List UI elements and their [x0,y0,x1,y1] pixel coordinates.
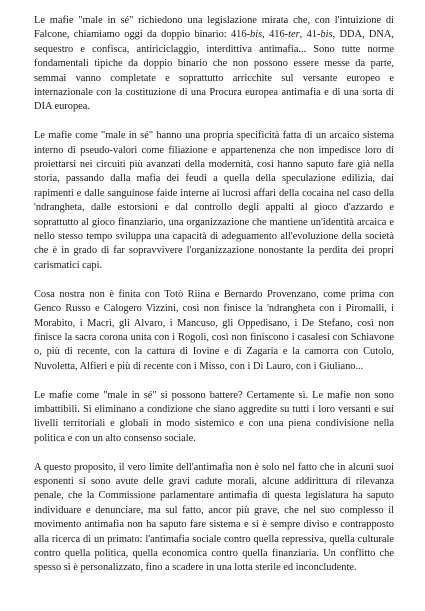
italic-term: bis [320,29,333,41]
paragraph-1: Le mafie "male in sé" richiedono una legislazione mirata che, con l'intuizione di Falcone, chiamiamo oggi da doppio binario: 416-bis, 416-ter, 41-bis, DDA, DNA, sequestro e confisca, antiriciclaggio, interdittiva antimafia... Sono tutte norme fondamentali tipiche da doppio binario che non possono essere messe da parte, semmai vanno completate e soprattutto arricchite sul versante europeo e internazionale con la costituzione di una Procura europea antimafia e di una sorta di DIA europea. [34,15,394,113]
italic-term: bis [250,29,263,41]
paragraph-4: Le mafie come "male in sé" si possono battere? Certamente sì. Le mafie non sono imbattibili. Si eliminano a condizione che siano aggredite su tutti i loro versanti e sui livelli territoriali e globali in modo sistemico e con una piena condivisione nella politica e con un alto consenso sociale. [34,389,394,444]
paragraph-3: Cosa nostra non è finita con Totò Riina e Bernardo Provenzano, come prima con Genco Russo e Calogero Vizzini, così non finisce la 'ndrangheta con i Piromalli, i Morabito, i Macrì, gli Alvaro, i Mancuso, gli Oppedisano, i De Stefano, così non finisce la sacra corona unita con i Rogoli, così non finiscono i casalesi con Schiavone o, più di recente, con la cattura di Iovine e di Zagaria e la camorra con Cutolo, Nuvoletta, Alfieri e più di recente con i Misso, con i Di Lauro, con i Giuliano... [34,288,394,372]
document-page [34,14,394,576]
paragraph-5: A questo proposito, il vero limite dell'antimafia non è solo nel fatto che in alcuni suoi esponenti si sono avute delle gravi cadute morali, alcune addirittura di rilevanza penale, che la Commissione parlamentare antimafia di questa legislatura ha saputo individuare e denunciare, ma sul fatto, ancor più grave, che nel suo complesso il movimento antimafia non ha saputo fare sistema e si è sempre diviso e contrapposto alla ricerca di un primato: l'antimafia sociale contro quella repressiva, quella culturale contro quella politica, quella economica contro quella finanziaria. Un conflitto che spesso si è personalizzato, fino a scadere in una lotta sterile ed inconcludente. [34,461,394,574]
paragraph-2: Le mafie come "male in sé" hanno una propria specificità fatta di un arcaico sistema interno di pseudo-valori come filiazione e appartenenza che non impedisce loro di proiettarsi nei circuiti più avanzati della modernità, così hanno saputo fare già nella storia, passando dalla mafia dei feudi a quella della speculazione edilizia, dai rapimenti e dalle sanguinose faide interne ai lucrosi affari della cocaina nel caso della 'ndrangheta, dalle estorsioni e dal controllo degli appalti al gioco d'azzardo e soprattutto al gioco finanziario, una organizzazione che mantiene un'identità arcaica e nello stesso tempo sviluppa una capacità di adeguamento all'evoluzione della società che è in grado di far sopravvivere l'organizzazione nonostante la perdita dei propri carismatici capi. [34,130,394,271]
italic-term: ter [288,29,300,41]
